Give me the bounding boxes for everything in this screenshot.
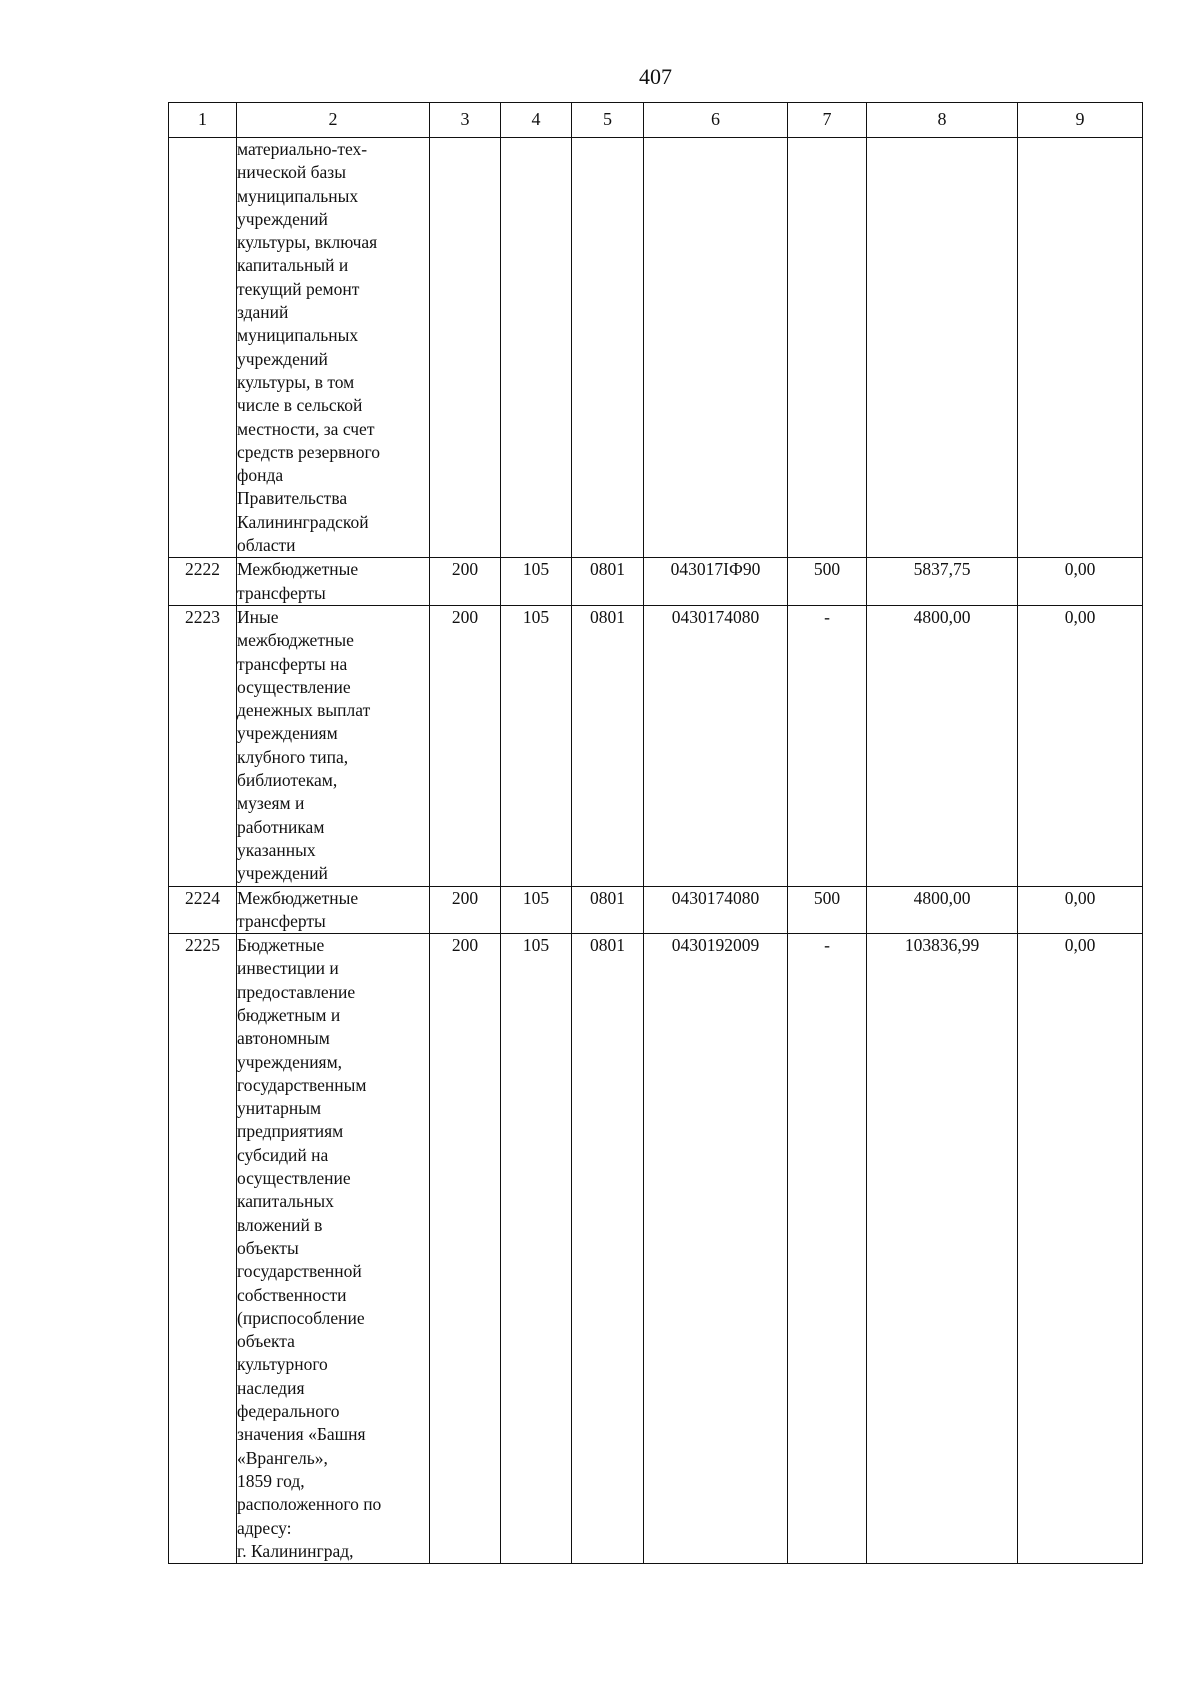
cell: 0430192009 bbox=[644, 934, 788, 1564]
cell: 0,00 bbox=[1018, 886, 1143, 934]
description-cell: Межбюджетные трансферты bbox=[237, 886, 430, 934]
description-cell: Межбюджетные трансферты bbox=[237, 558, 430, 606]
column-header: 4 bbox=[501, 103, 572, 138]
page-number: 407 bbox=[639, 64, 672, 89]
cell: 200 bbox=[430, 605, 501, 886]
cell: 500 bbox=[788, 886, 867, 934]
row-number-cell bbox=[169, 138, 237, 558]
table-header-row bbox=[169, 103, 1143, 138]
cell: 5837,75 bbox=[867, 558, 1018, 606]
cell bbox=[867, 138, 1018, 558]
column-header: 2 bbox=[237, 103, 430, 138]
column-header: 6 bbox=[644, 103, 788, 138]
cell: 0801 bbox=[572, 934, 644, 1564]
row-number-cell: 2222 bbox=[169, 558, 237, 606]
cell bbox=[644, 138, 788, 558]
column-header: 3 bbox=[430, 103, 501, 138]
column-header: 1 bbox=[169, 103, 237, 138]
cell: 4800,00 bbox=[867, 605, 1018, 886]
cell: 500 bbox=[788, 558, 867, 606]
description-cell: Бюджетные инвестиции и предоставление бюджетным и автономным учреждениям, государственным унитарным предприятиям субсидий на осуществление капитальных вложений в объекты государственной собственности (приспособление объекта культурного наследия федерального значения «Башня «Врангель», 1859 год, расположенного по адресу: г. Калининград, bbox=[237, 934, 430, 1564]
column-header: 7 bbox=[788, 103, 867, 138]
cell bbox=[788, 138, 867, 558]
column-header: 8 bbox=[867, 103, 1018, 138]
table-row bbox=[169, 934, 1143, 1564]
cell: 200 bbox=[430, 934, 501, 1564]
cell: 043017IФ90 bbox=[644, 558, 788, 606]
cell bbox=[430, 138, 501, 558]
cell: 200 bbox=[430, 886, 501, 934]
table-row bbox=[169, 558, 1143, 606]
cell: 200 bbox=[430, 558, 501, 606]
cell: 105 bbox=[501, 934, 572, 1564]
cell: 0801 bbox=[572, 886, 644, 934]
cell: 0,00 bbox=[1018, 558, 1143, 606]
budget-table bbox=[168, 102, 1143, 1564]
table-row bbox=[169, 886, 1143, 934]
row-number-cell: 2224 bbox=[169, 886, 237, 934]
cell bbox=[572, 138, 644, 558]
cell bbox=[1018, 138, 1143, 558]
column-header: 9 bbox=[1018, 103, 1143, 138]
cell: 0430174080 bbox=[644, 886, 788, 934]
table-row bbox=[169, 605, 1143, 886]
row-number-cell: 2225 bbox=[169, 934, 237, 1564]
cell bbox=[501, 138, 572, 558]
table-row bbox=[169, 138, 1143, 558]
cell: 0430174080 bbox=[644, 605, 788, 886]
row-number-cell: 2223 bbox=[169, 605, 237, 886]
column-header: 5 bbox=[572, 103, 644, 138]
cell: - bbox=[788, 605, 867, 886]
cell: 105 bbox=[501, 886, 572, 934]
cell: 0801 bbox=[572, 605, 644, 886]
cell: 105 bbox=[501, 605, 572, 886]
cell: 0,00 bbox=[1018, 605, 1143, 886]
cell: 105 bbox=[501, 558, 572, 606]
cell: 0801 bbox=[572, 558, 644, 606]
cell: 4800,00 bbox=[867, 886, 1018, 934]
cell: - bbox=[788, 934, 867, 1564]
description-cell: материально-тех- нической базы муниципальных учреждений культуры, включая капитальный и текущий ремонт зданий муниципальных учреждений культуры, в том числе в сельской местности, за счет средств резервного фонда Правительства Калининградской области bbox=[237, 138, 430, 558]
description-cell: Иные межбюджетные трансферты на осуществление денежных выплат учреждениям клубного типа, библиотекам, музеям и работникам указанных учреждений bbox=[237, 605, 430, 886]
cell: 0,00 bbox=[1018, 934, 1143, 1564]
cell: 103836,99 bbox=[867, 934, 1018, 1564]
